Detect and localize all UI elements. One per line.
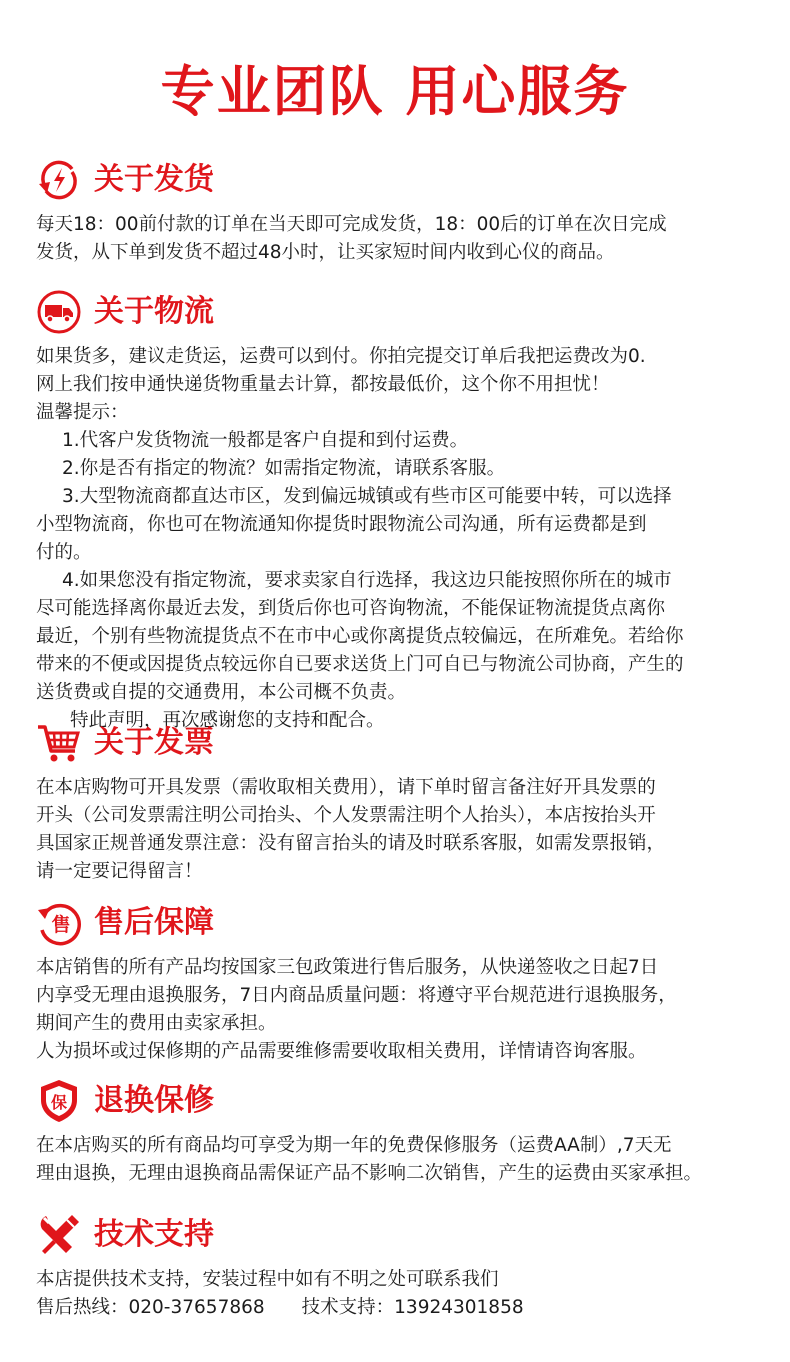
section-tech-support xyxy=(36,1212,766,1322)
text-line: 温馨提示： xyxy=(36,402,129,423)
section-body xyxy=(36,954,766,1066)
text-line: 内享受无理由退换服务，7日内商品质量问题：将遵守平台规范进行退换服务， xyxy=(36,985,677,1006)
section-heading: 关于发货 xyxy=(94,162,214,197)
section-heading-row xyxy=(36,720,766,768)
text-line: 4.如果您没有指定物流，要求卖家自行选择，我这边只能按照你所在的城市 xyxy=(62,570,672,591)
svg-text:保: 保 xyxy=(50,1093,68,1112)
lightning-cycle-icon xyxy=(36,157,82,203)
page-title: 专业团队 用心服务 xyxy=(160,60,630,123)
text-line: 如果货多，建议走货运，运费可以到付。你拍完提交订单后我把运费改为0. xyxy=(36,346,646,367)
section-heading-row xyxy=(36,289,766,337)
text-line: 最近，个别有些物流提货点不在市中心或你离提货点较偏远，在所难免。若给你 xyxy=(36,626,684,647)
text-line: 付的。 xyxy=(36,542,92,563)
section-warranty xyxy=(36,1078,766,1188)
text-line: 2.你是否有指定的物流？如需指定物流，请联系客服。 xyxy=(62,458,506,479)
text-line: 本店销售的所有产品均按国家三包政策进行售后服务，从快递签收之日起7日 xyxy=(36,957,659,978)
warranty-shield-icon xyxy=(36,1078,82,1124)
text-line: 售后热线：020-37657868 技术支持：13924301858 xyxy=(36,1297,524,1318)
section-heading: 关于发票 xyxy=(94,725,214,760)
text-line: 小型物流商，你也可在物流通知你提货时跟物流公司沟通，所有运费都是到 xyxy=(36,514,647,535)
delivery-truck-icon xyxy=(36,289,82,335)
shopping-cart-icon xyxy=(36,720,82,766)
section-heading: 退换保修 xyxy=(94,1083,214,1118)
text-line: 具国家正规普通发票注意：没有留言抬头的请及时联系客服，如需发票报销， xyxy=(36,833,666,854)
text-line: 网上我们按申通快递货物重量去计算，都按最低价，这个你不用担忧！ xyxy=(36,374,610,395)
text-line: 特此声明，再次感谢您的支持和配合。 xyxy=(70,710,385,731)
text-line: 本店提供技术支持，安装过程中如有不明之处可联系我们 xyxy=(36,1269,499,1290)
section-after-sales xyxy=(36,900,766,1066)
section-heading: 关于物流 xyxy=(94,294,214,329)
text-line: 3.大型物流商都直达市区，发到偏远城镇或有些市区可能要中转，可以选择 xyxy=(62,486,672,507)
section-logistics xyxy=(36,289,766,735)
section-heading: 技术支持 xyxy=(94,1217,214,1252)
text-line: 每天18：00前付款的订单在当天即可完成发货，18：00后的订单在次日完成 xyxy=(36,214,667,235)
text-line: 在本店购买的所有商品均可享受为期一年的免费保修服务（运费AA制）,7天无 xyxy=(36,1135,672,1156)
section-invoice xyxy=(36,720,766,886)
text-line: 人为损坏或过保修期的产品需要维修需要收取相关费用，详情请咨询客服。 xyxy=(36,1041,647,1062)
after-sales-icon xyxy=(36,900,82,946)
text-line: 开头（公司发票需注明公司抬头、个人发票需注明个人抬头），本店按抬头开 xyxy=(36,805,656,826)
tools-icon xyxy=(36,1212,82,1258)
text-line: 期间产生的费用由卖家承担。 xyxy=(36,1013,277,1034)
section-heading-row xyxy=(36,900,766,948)
section-shipping xyxy=(36,157,766,267)
text-line: 尽可能选择离你最近去发，到货后你也可咨询物流，不能保证物流提货点离你 xyxy=(36,598,666,619)
text-line: 1.代客户发货物流一般都是客户自提和到付运费。 xyxy=(62,430,469,451)
section-heading: 售后保障 xyxy=(94,905,214,940)
section-heading-row xyxy=(36,1212,766,1260)
section-body xyxy=(36,1266,766,1322)
text-line: 带来的不便或因提货点较远你自已要求送货上门可自已与物流公司协商，产生的 xyxy=(36,654,684,675)
text-line: 发货，从下单到发货不超过48小时，让买家短时间内收到心仪的商品。 xyxy=(36,242,615,263)
section-heading-row xyxy=(36,157,766,205)
section-body xyxy=(36,343,766,735)
text-line: 请一定要记得留言！ xyxy=(36,861,203,882)
section-body xyxy=(36,774,766,886)
text-line: 送货费或自提的交通费用，本公司概不负责。 xyxy=(36,682,407,703)
svg-text:售: 售 xyxy=(51,914,71,936)
text-line: 理由退换，无理由退换商品需保证产品不影响二次销售，产生的运费由买家承担。 xyxy=(36,1163,703,1184)
section-heading-row xyxy=(36,1078,766,1126)
text-line: 在本店购物可开具发票（需收取相关费用），请下单时留言备注好开具发票的 xyxy=(36,777,656,798)
section-body xyxy=(36,211,766,267)
section-body xyxy=(36,1132,766,1188)
